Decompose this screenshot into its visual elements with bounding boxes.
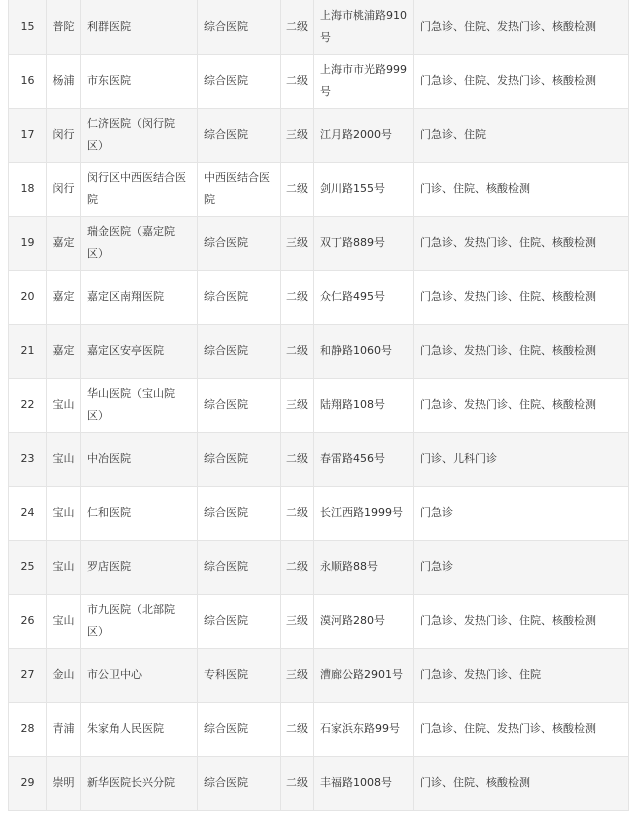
address-cell <box>314 756 414 810</box>
hospital-name: 中冶医院 <box>87 452 131 465</box>
district: 嘉定 <box>52 344 75 357</box>
row-number-cell <box>9 378 47 432</box>
hospital-type-cell <box>198 432 281 486</box>
row-number: 24 <box>20 506 35 519</box>
row-number-cell <box>9 270 47 324</box>
hospital-type-cell <box>198 216 281 270</box>
hospital-type: 综合医院 <box>204 128 248 141</box>
row-number-cell <box>9 432 47 486</box>
hospital-level: 二级 <box>286 344 308 357</box>
hospital-name-cell <box>81 540 198 594</box>
district-cell <box>47 594 81 648</box>
hospital-name-cell <box>81 594 198 648</box>
district: 嘉定 <box>52 290 75 303</box>
hospital-name-cell <box>81 108 198 162</box>
hospital-level-cell <box>281 108 314 162</box>
hospital-level: 三级 <box>286 398 308 411</box>
hospital-level: 三级 <box>286 668 308 681</box>
row-number-cell <box>9 486 47 540</box>
services: 门急诊、住院、发热门诊、核酸检测 <box>420 19 596 33</box>
address-cell <box>314 594 414 648</box>
services-cell <box>414 648 629 702</box>
services: 门急诊、住院、发热门诊、核酸检测 <box>420 74 596 87</box>
hospital-type: 综合医院 <box>204 776 248 789</box>
hospital-name-cell <box>81 432 198 486</box>
hospital-name: 罗店医院 <box>87 560 131 573</box>
hospital-table <box>8 0 629 811</box>
row-number-cell <box>9 108 47 162</box>
row-number-cell <box>9 702 47 756</box>
address-cell <box>314 270 414 324</box>
hospital-name-cell <box>81 270 198 324</box>
row-number: 23 <box>20 452 35 465</box>
services-cell <box>414 324 629 378</box>
district-cell <box>47 540 81 594</box>
row-number: 26 <box>20 614 35 627</box>
row-number: 28 <box>20 722 35 735</box>
row-number: 21 <box>20 344 35 357</box>
hospital-type-cell <box>198 0 281 54</box>
district-cell <box>47 108 81 162</box>
services: 门急诊、发热门诊、住院、核酸检测 <box>420 398 596 411</box>
hospital-type-cell <box>198 594 281 648</box>
hospital-name-cell <box>81 0 198 54</box>
services: 门急诊、发热门诊、住院、核酸检测 <box>420 614 596 627</box>
address-cell <box>314 486 414 540</box>
address-cell <box>314 324 414 378</box>
address-cell <box>314 162 414 216</box>
district: 宝山 <box>52 452 75 465</box>
address-cell <box>314 540 414 594</box>
address: 永顺路88号 <box>320 560 378 573</box>
address-cell <box>314 216 414 270</box>
services-cell <box>414 270 629 324</box>
hospital-type: 综合医院 <box>204 722 248 735</box>
district-cell <box>47 324 81 378</box>
row-number-cell <box>9 216 47 270</box>
row-number: 25 <box>20 560 35 573</box>
hospital-name: 仁和医院 <box>87 506 131 519</box>
district-cell <box>47 378 81 432</box>
district-cell <box>47 162 81 216</box>
row-number: 15 <box>20 19 35 33</box>
hospital-name: 华山医院（宝山院区） <box>87 387 175 422</box>
hospital-name: 市九医院（北部院区） <box>87 603 175 638</box>
row-number: 27 <box>20 668 35 681</box>
hospital-level: 二级 <box>286 19 308 33</box>
services: 门诊、住院、核酸检测 <box>420 776 530 789</box>
hospital-level-cell <box>281 54 314 108</box>
row-number-cell <box>9 324 47 378</box>
hospital-name-cell <box>81 756 198 810</box>
hospital-level: 二级 <box>286 776 308 789</box>
services-cell <box>414 108 629 162</box>
hospital-type: 综合医院 <box>204 290 248 303</box>
hospital-type: 综合医院 <box>204 398 248 411</box>
hospital-level-cell <box>281 756 314 810</box>
address-cell <box>314 378 414 432</box>
table-body <box>9 0 629 810</box>
table-row <box>9 702 629 756</box>
hospital-name-cell <box>81 702 198 756</box>
row-number: 20 <box>20 290 35 303</box>
hospital-type: 中西医结合医院 <box>204 171 270 206</box>
district-cell <box>47 270 81 324</box>
hospital-name: 闵行区中西医结合医院 <box>87 171 186 206</box>
hospital-type-cell <box>198 702 281 756</box>
services: 门急诊、发热门诊、住院 <box>420 668 541 681</box>
address-cell <box>314 432 414 486</box>
hospital-name: 市公卫中心 <box>87 668 142 681</box>
hospital-name: 利群医院 <box>87 19 131 33</box>
hospital-level-cell <box>281 0 314 54</box>
address: 陆翔路108号 <box>320 398 385 411</box>
hospital-level-cell <box>281 648 314 702</box>
table-row <box>9 486 629 540</box>
row-number-cell <box>9 756 47 810</box>
table-row <box>9 594 629 648</box>
hospital-level: 三级 <box>286 128 308 141</box>
hospital-level-cell <box>281 486 314 540</box>
hospital-type-cell <box>198 378 281 432</box>
hospital-name-cell <box>81 216 198 270</box>
hospital-level-cell <box>281 324 314 378</box>
table-row <box>9 216 629 270</box>
row-number: 29 <box>20 776 35 789</box>
row-number: 22 <box>20 398 35 411</box>
services: 门急诊、发热门诊、住院、核酸检测 <box>420 236 596 249</box>
table-row <box>9 0 629 54</box>
hospital-name: 嘉定区南翔医院 <box>87 290 164 303</box>
hospital-level-cell <box>281 702 314 756</box>
hospital-level: 三级 <box>286 236 308 249</box>
address: 剑川路155号 <box>320 182 385 195</box>
hospital-level-cell <box>281 270 314 324</box>
address-cell <box>314 702 414 756</box>
hospital-level: 二级 <box>286 74 308 87</box>
services: 门急诊、发热门诊、住院、核酸检测 <box>420 344 596 357</box>
table-row <box>9 54 629 108</box>
hospital-name-cell <box>81 486 198 540</box>
address: 上海市市光路999号 <box>320 63 407 98</box>
district: 普陀 <box>52 19 75 33</box>
hospital-type-cell <box>198 486 281 540</box>
hospital-type: 综合医院 <box>204 506 248 519</box>
address: 上海市桃浦路910号 <box>320 8 407 44</box>
district-cell <box>47 648 81 702</box>
row-number-cell <box>9 648 47 702</box>
table-row <box>9 378 629 432</box>
district-cell <box>47 756 81 810</box>
address: 春雷路456号 <box>320 452 385 465</box>
services: 门诊、儿科门诊 <box>420 452 497 465</box>
row-number: 19 <box>20 236 35 249</box>
hospital-type-cell <box>198 162 281 216</box>
services: 门诊、住院、核酸检测 <box>420 182 530 195</box>
hospital-name: 瑞金医院（嘉定院区） <box>87 225 175 260</box>
hospital-level-cell <box>281 540 314 594</box>
row-number: 18 <box>20 182 35 195</box>
hospital-name-cell <box>81 378 198 432</box>
services-cell <box>414 162 629 216</box>
row-number-cell <box>9 162 47 216</box>
address: 和静路1060号 <box>320 344 392 357</box>
hospital-level-cell <box>281 432 314 486</box>
hospital-level: 二级 <box>286 182 308 195</box>
hospital-name-cell <box>81 162 198 216</box>
district-cell <box>47 54 81 108</box>
address: 漠河路280号 <box>320 614 385 627</box>
district: 嘉定 <box>52 236 75 249</box>
hospital-level-cell <box>281 378 314 432</box>
address-cell <box>314 108 414 162</box>
services-cell <box>414 54 629 108</box>
district-cell <box>47 216 81 270</box>
address: 长江西路1999号 <box>320 506 403 519</box>
hospital-type-cell <box>198 324 281 378</box>
services-cell <box>414 0 629 54</box>
hospital-type-cell <box>198 270 281 324</box>
services-cell <box>414 702 629 756</box>
table-row <box>9 324 629 378</box>
hospital-name: 嘉定区安亭医院 <box>87 344 164 357</box>
hospital-level: 三级 <box>286 614 308 627</box>
hospital-type-cell <box>198 648 281 702</box>
hospital-name: 市东医院 <box>87 74 131 87</box>
table-row <box>9 540 629 594</box>
district-cell <box>47 486 81 540</box>
district-cell <box>47 0 81 54</box>
hospital-level: 二级 <box>286 560 308 573</box>
hospital-level: 二级 <box>286 290 308 303</box>
district: 闵行 <box>52 128 75 141</box>
district: 宝山 <box>52 614 75 627</box>
hospital-level: 二级 <box>286 506 308 519</box>
services: 门急诊、住院 <box>420 128 486 141</box>
hospital-name: 新华医院长兴分院 <box>87 776 175 789</box>
services-cell <box>414 486 629 540</box>
district: 宝山 <box>52 506 75 519</box>
hospital-type: 综合医院 <box>204 614 248 627</box>
hospital-name: 仁济医院（闵行院区） <box>87 117 175 152</box>
hospital-level: 二级 <box>286 452 308 465</box>
hospital-type-cell <box>198 54 281 108</box>
services-cell <box>414 540 629 594</box>
row-number-cell <box>9 594 47 648</box>
services-cell <box>414 756 629 810</box>
hospital-type-cell <box>198 540 281 594</box>
services: 门急诊、住院、发热门诊、核酸检测 <box>420 722 596 735</box>
address: 众仁路495号 <box>320 290 385 303</box>
address: 石家浜东路99号 <box>320 722 400 735</box>
row-number-cell <box>9 540 47 594</box>
hospital-level-cell <box>281 216 314 270</box>
hospital-level-cell <box>281 162 314 216</box>
hospital-level-cell <box>281 594 314 648</box>
row-number: 17 <box>20 128 35 141</box>
address: 江月路2000号 <box>320 128 392 141</box>
table-row <box>9 270 629 324</box>
table-row <box>9 756 629 810</box>
hospital-type: 综合医院 <box>204 560 248 573</box>
services-cell <box>414 594 629 648</box>
district: 青浦 <box>52 722 75 735</box>
hospital-name: 朱家角人民医院 <box>87 722 164 735</box>
services: 门急诊、发热门诊、住院、核酸检测 <box>420 290 596 303</box>
hospital-type: 综合医院 <box>204 19 248 33</box>
address-cell <box>314 0 414 54</box>
district: 金山 <box>52 668 75 681</box>
services-cell <box>414 378 629 432</box>
hospital-type: 综合医院 <box>204 236 248 249</box>
district-cell <box>47 702 81 756</box>
hospital-type-cell <box>198 756 281 810</box>
hospital-type-cell <box>198 108 281 162</box>
table-row <box>9 432 629 486</box>
hospital-name-cell <box>81 648 198 702</box>
hospital-type: 综合医院 <box>204 344 248 357</box>
row-number-cell <box>9 54 47 108</box>
hospital-name-cell <box>81 54 198 108</box>
district-cell <box>47 432 81 486</box>
row-number-cell <box>9 0 47 54</box>
services-cell <box>414 216 629 270</box>
services: 门急诊 <box>420 560 453 573</box>
hospital-type: 综合医院 <box>204 452 248 465</box>
row-number: 16 <box>20 74 35 87</box>
address-cell <box>314 648 414 702</box>
services: 门急诊 <box>420 506 453 519</box>
hospital-level: 二级 <box>286 722 308 735</box>
address: 漕廊公路2901号 <box>320 668 403 681</box>
district: 宝山 <box>52 398 75 411</box>
table-row <box>9 108 629 162</box>
address: 双丁路889号 <box>320 236 385 249</box>
district: 杨浦 <box>52 74 75 87</box>
district: 崇明 <box>52 776 75 789</box>
table-row <box>9 162 629 216</box>
address-cell <box>314 54 414 108</box>
address: 丰福路1008号 <box>320 776 392 789</box>
hospital-type: 综合医院 <box>204 74 248 87</box>
hospital-name-cell <box>81 324 198 378</box>
table-row <box>9 648 629 702</box>
district: 宝山 <box>52 560 75 573</box>
hospital-type: 专科医院 <box>204 668 248 681</box>
district: 闵行 <box>52 182 75 195</box>
services-cell <box>414 432 629 486</box>
